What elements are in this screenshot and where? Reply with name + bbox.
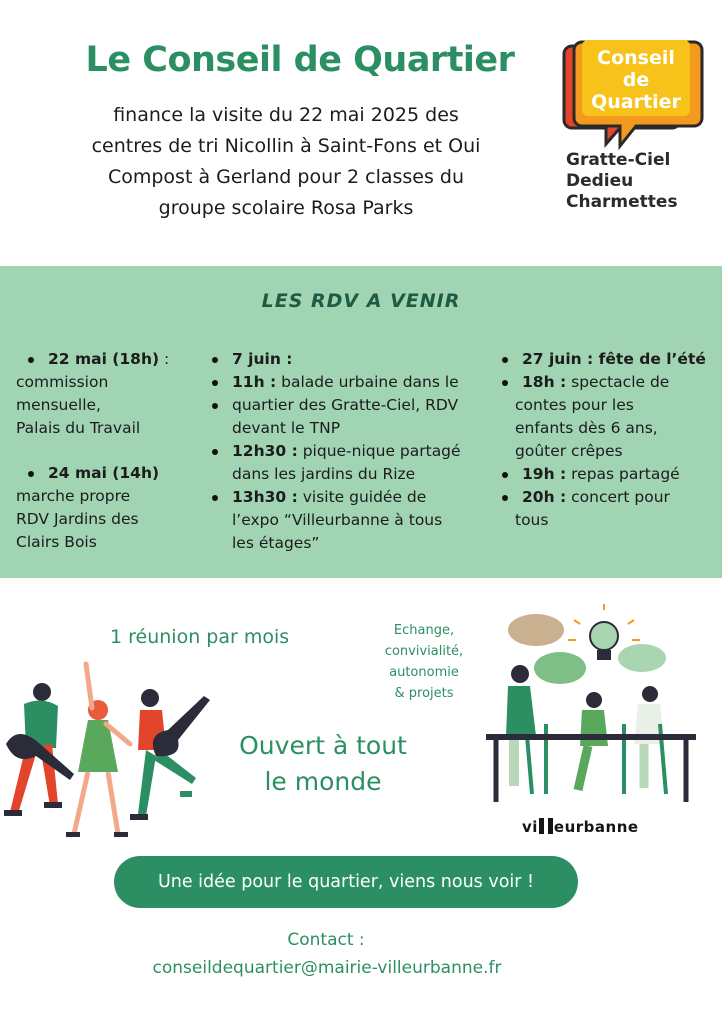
intro-line: centres de tri Nicollin à Saint-Fons et Oui <box>91 135 481 157</box>
guitarist-left-figure <box>4 683 74 816</box>
values-text: Echange, convivialité, autonomie & projets <box>384 623 464 701</box>
speech-bubble-icon <box>508 614 564 646</box>
intro-text <box>36 100 536 224</box>
district-name: Dedieu <box>566 171 634 191</box>
meeting-illustration <box>484 604 698 809</box>
event-item: 24 mai (14h) <box>16 462 196 485</box>
event-item: 18h : spectacle de <box>490 371 715 394</box>
event-date: 7 juin : <box>200 348 490 371</box>
musicians-illustration <box>0 652 220 848</box>
logo-word: Conseil <box>597 47 675 69</box>
event-date: 27 juin : fête de l’été <box>490 348 715 371</box>
meeting-frequency: 1 réunion par mois <box>110 626 290 648</box>
events-title: LES RDV A VENIR <box>261 290 461 312</box>
district-name: Charmettes <box>566 192 678 212</box>
intro-line: finance la visite du 22 mai 2025 des <box>113 104 459 126</box>
events-column-may: 22 mai (18h) : commission mensuelle, Palais du Travail 24 mai (14h) marche propre RDV Jardins des Clairs Bois <box>16 348 196 554</box>
event-item: 12h30 : pique-nique partagé <box>200 440 490 463</box>
event-item: 20h : concert pour <box>490 486 715 509</box>
event-item: 19h : repas partagé <box>490 463 715 486</box>
event-item: 11h : balade urbaine dans le <box>200 371 490 394</box>
intro-line: groupe scolaire Rosa Parks <box>158 197 414 219</box>
guitarist-right-figure <box>130 689 210 820</box>
cta-button[interactable]: Une idée pour le quartier, viens nous voir ! <box>114 856 578 908</box>
events-column-june-27: 27 juin : fête de l’été 18h : spectacle de contes pour les enfants dès 6 ans, goûter crêpes 19h : repas partagé 20h : concert pour tous <box>490 348 715 532</box>
district-name: Gratte-Ciel <box>566 150 671 170</box>
table <box>486 734 696 740</box>
speech-bubble-icon <box>534 652 586 684</box>
contact-label: Contact : <box>287 930 365 950</box>
event-item: 13h30 : visite guidée de <box>200 486 490 509</box>
logo-word: Quartier <box>591 91 681 113</box>
events-column-june-7: 7 juin : 11h : balade urbaine dans le quartier des Gratte-Ciel, RDV devant le TNP 12h30 : pique-nique partagé dans les jardins du Rize 13h30 : visite guidée de l’expo “Villeurbanne à tous les étages” <box>200 348 490 555</box>
villeurbanne-logo: vi eurbanne <box>522 818 639 836</box>
event-item: 22 mai (18h) : <box>16 348 196 371</box>
page-title: Le Conseil de Quartier <box>85 40 515 80</box>
district-names <box>566 150 678 213</box>
brand-bars-icon <box>539 818 553 834</box>
contact-email-link[interactable]: conseildequartier@mairie-villeurbanne.fr <box>152 958 502 978</box>
open-to-all: Ouvert à tout le monde <box>239 731 407 796</box>
dancer-figure <box>66 664 130 837</box>
speech-bubble-icon <box>618 644 666 672</box>
intro-line: Compost à Gerland pour 2 classes du <box>107 166 465 188</box>
logo-word: de <box>622 69 650 91</box>
